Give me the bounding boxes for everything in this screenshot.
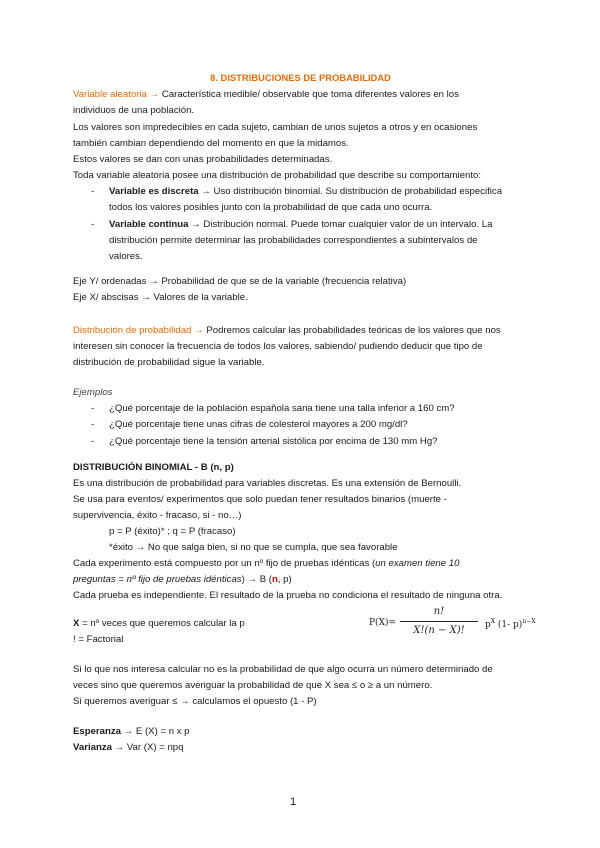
va-probabilities: Estos valores se dan con unas probabilidades determinadas.	[73, 154, 333, 165]
va-paragraph: Los valores son impredecibles en cada sujeto, cambian de unos sujetos a otros y en ocasiones	[73, 122, 478, 133]
averiguar-p2: veces sino que queremos averiguar la probabilidad de que X sea ≤ o ≥ a un número.	[73, 680, 433, 691]
binomial-experimento: Cada experimento está compuesto por un nº fijo de pruebas idénticas (un examen tiene 10	[73, 558, 460, 569]
varianza: Varianza → Var (X) = npq	[73, 742, 184, 753]
eje-x: Eje X/ abscisas → Valores de la variable.	[73, 292, 248, 303]
va-definition-cont: individuos de una población.	[73, 105, 195, 116]
binomial-use-cont: supervivencia, éxito - fracaso, si - no…)	[73, 510, 242, 521]
page-title: 8. DISTRIBUCIONES DE PROBABILIDAD	[210, 72, 391, 83]
esperanza: Esperanza → E (X) = n x p	[73, 726, 190, 737]
binomial-experimento-cont: preguntas = nº fijo de pruebas idénticas) → B (n, p)	[73, 574, 292, 585]
averiguar-p1: Si lo que nos interesa calcular no es la probabilidad de que algo ocurra un número determinado de	[73, 664, 493, 675]
binomial-exito: *éxito → No que salga bien, si no que se cumpla, que sea favorable	[109, 542, 398, 553]
bullet-discreta-cont: todos los valores posibles junto con la probabilidad de que cada uno ocurra.	[109, 202, 433, 213]
binomial-heading: DISTRIBUCIÓN BINOMIAL - B (n, p)	[73, 462, 234, 473]
eje-y: Eje Y/ ordenadas → Probabilidad de que se de la variable (frecuencia relativa)	[73, 276, 407, 287]
x-definition: X = nº veces que queremos calcular la p	[73, 618, 245, 629]
dp-definition: Distribución de probabilidad → Podremos calcular las probabilidades teóricas de los valores que nos	[73, 325, 501, 336]
va-distribution: Toda variable aleatoria posee una distribución de probabilidad que describe su comportamiento:	[73, 170, 481, 181]
va-definition: Variable aleatoria → Característica medible/ observable que toma diferentes valores en los	[73, 89, 459, 100]
va-term: Variable aleatoria	[73, 89, 147, 100]
binomial-independencia: Cada prueba es independiente. El resultado de la prueba no condiciona el resultado de ninguna otra.	[73, 590, 503, 601]
averiguar-p3: Si queremos averiguar ≤ → calculamos el opuesto (1 - P)	[73, 696, 317, 707]
ejemplos-heading: Ejemplos	[73, 387, 113, 398]
va-paragraph-cont: también cambian dependiendo del momento en que la midamos.	[73, 138, 349, 149]
dp-cont2: distribución de probabilidad sigue la variable.	[73, 357, 265, 368]
page-number: 1	[290, 796, 297, 808]
bullet-continua-cont: distribución permite determinar las probabilidades correspondientes a subintervalos de	[109, 235, 478, 246]
binomial-use: Se usa para eventos/ experimentos que solo puedan tener resultados binarios (muerte -	[73, 494, 447, 505]
bullet-continua-cont2: valores.	[109, 251, 143, 262]
factorial-definition: ! = Factorial	[73, 634, 124, 645]
dp-cont: interesen sin conocer la frecuencia de todos los valores, sabiendo/ pudiendo deducir que tipo de	[73, 341, 483, 352]
binomial-pq: p = P (éxito)* ; q = P (fracaso)	[109, 526, 236, 537]
dp-term: Distribución de probabilidad	[73, 325, 192, 336]
binomial-def: Es una distribución de probabilidad para variables discretas. Es una extensión de Bernoulli.	[73, 478, 462, 489]
